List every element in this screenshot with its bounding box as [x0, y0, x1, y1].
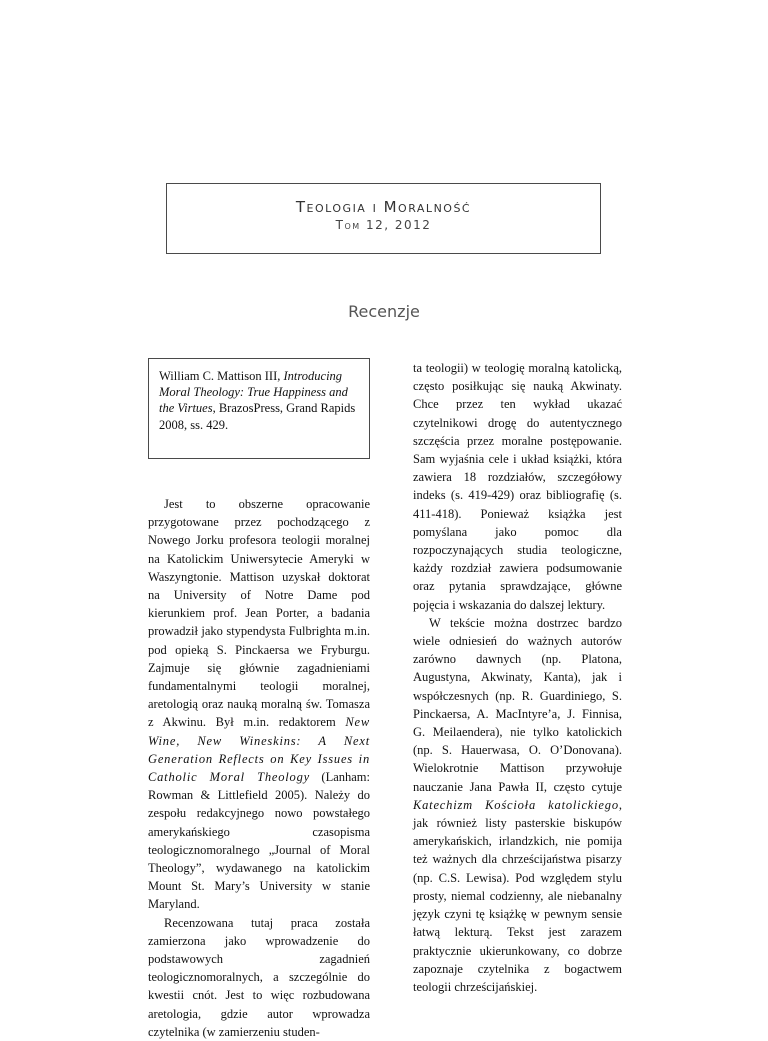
review-column-left [148, 495, 370, 1041]
paragraph-text: W tekście można dostrzec bardzo wiele odniesień do ważnych autorów zarówno dawnych (np. Platona, Augustyna, Akwinaty, Kanta), jak i współczesnych (np. R. Guardiniego, S. Pinckaersa, A. MacIntyre’a, J. Finnisa, G. Meilaendera), nie tylko katolickich (np. S. Hauerwasa, O. O’Donovana). Wielokrotnie Mattison przywołuje nauczanie Jana Pawła II, często cytuje [413, 615, 622, 794]
paragraph: ta teologii) w teologię moralną katolicką, często posiłkując się nauką Akwinaty. Chce przez ten wykład ukazać czytelnikowi drogę do autentycznego szczęścia przez moralne postępowanie. Sam wyjaśnia cele i układ książki, która zawiera 18 rozdziałów, szczegółowy indeks (s. 419-429) oraz bibliografię (s. 411-418). Ponieważ książka jest pomyślana jako pomoc dla rozpoczynających studia teologiczne, każdy rozdział zawiera podsumowanie oraz pytania sprawdzające, główne pojęcia i wskazania do dalszej lektury. [413, 361, 622, 612]
journal-header-box [166, 183, 601, 254]
book-citation-box [148, 358, 370, 459]
review-column-right [413, 359, 622, 996]
volume-line: Tom 12, 2012 [335, 218, 432, 232]
book-author: William C. Mattison III, [159, 369, 281, 383]
journal-title: Teologia i Moralność [295, 198, 472, 216]
paragraph-text: (Lanham: Rowman & Littlefield 2005). Należy do zespołu redakcyjnego nowo powstałego amerykańskiego czasopisma teologicznomoralnego „Journal of Moral Theology”, wydawanego na katolickim Mount St. Mary’s University w stanie Maryland. [148, 770, 370, 912]
book-publication: , BrazosPress, Grand Rapids 2008, ss. 429. [159, 401, 356, 432]
section-title: Recenzje [348, 302, 420, 321]
paragraph: Recenzowana tutaj praca została zamierzona jako wprowadzenie do podstawowych zagadnień teologicznomoralnych, a szczególnie do kwestii cnót. Jest to więc rozbudowana aretologia, gdzie autor wprowadza czytelnika (w zamierzeniu studen- [148, 915, 370, 1039]
paragraph-text: Jest to obszerne opracowanie przygotowane przez pochodzącego z Nowego Jorku profesora teologii moralnej na Katolickim Uniwersytecie Ameryki w Waszyngtonie. Mattison uzyskał doktorat na University of Notre Dame pod kierunkiem prof. Jean Porter, a badania prowadził jako stypendysta Fulbrighta m.in. pod opieką S. Pinckaersa we Fryburgu. Zajmuje się głównie zagadnieniami fundamentalnymi teologii moralnej, aretologią oraz nauką moralną św. Tomasza z Akwinu. Był m.in. redaktorem [148, 497, 370, 730]
cited-title: Katechizm Kościoła katolickiego [413, 797, 619, 812]
paragraph [148, 495, 370, 914]
paragraph [413, 614, 622, 996]
book-title: Introducing Moral Theology: True Happiness and the Virtues [159, 369, 348, 416]
paragraph-text: , jak również listy pasterskie biskupów amerykańskich, irlandzkich, nie pomija też ważnych dla chrześcijaństwa pisarzy (np. C.S. Lewisa). Pod względem stylu prosty, niemal codzienny, ale niebanalny język czyni tę książkę w pewnym sensie łatwą lekturą. Tekst jest zarazem praktycznie ukierunkowany, co dobrze zapoznaje czytelnika z bogactwem teologii chrześcijańskiej. [413, 797, 622, 994]
cited-title: New Wine, New Wineskins: A Next Generation Reflects on Key Issues in Catholic Moral Theology [148, 715, 370, 785]
